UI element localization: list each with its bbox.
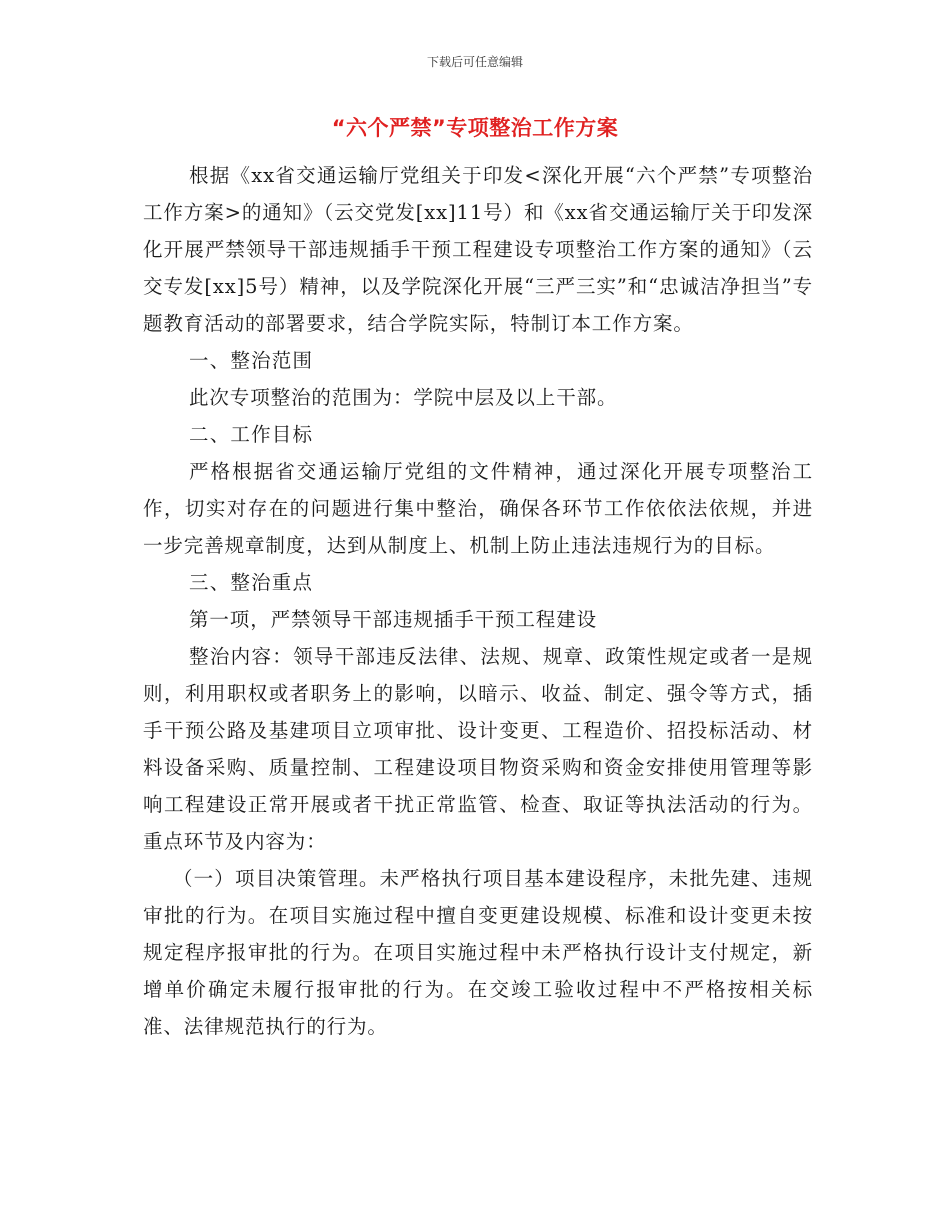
focus-item-heading: 第一项，严禁领导干部违规插手干预工程建设 — [189, 608, 598, 631]
page-header: 下载后可任意编辑 — [426, 55, 523, 69]
project-decision-paragraph: （一）项目决策管理。未严格执行项目基本建设程序，未批先建、违规审批的行为。在项目实施过程中擅自变更建设规模、标准和设计变更未按规定程序报审批的行为。在项目实施过程中未严格执行设计支付规定，新增单价确定未履行报审批的行为。在交竣工验收过程中不严格按相关标准、法律规范执行的行为。 — [143, 867, 813, 1038]
scope-paragraph: 此次专项整治的范围为：学院中层及以上干部。 — [189, 386, 618, 409]
section-heading-scope: 一、整治范围 — [189, 349, 314, 372]
focus-content-paragraph: 整治内容：领导干部违反法律、法规、规章、政策性规定或者一是规则，利用职权或者职务上的影响，以暗示、收益、制定、强令等方式，插手干预公路及基建项目立项审批、设计变更、工程造价、招投标活动、材料设备采购、质量控制、工程建设项目物资采购和资金安排使用管理等影响工程建设正常开展或者干扰正常监管、检查、取证等执法活动的行为。重点环节及内容为： — [143, 645, 813, 853]
document-title: “六个严禁”专项整治工作方案 — [331, 116, 619, 140]
intro-paragraph: 根据《xx省交通运输厅党组关于印发<深化开展“六个严禁”专项整治工作方案>的通知》（云交党发[xx]11号）和《xx省交通运输厅关于印发深化开展严禁领导干部违规插手干预工程建设专项整治工作方案的通知》（云交专发[xx]5号）精神，以及学院深化开展“三严三实”和“忠诚洁净担当”专题教育活动的部署要求，结合学院实际，特制订本工作方案。 — [143, 164, 813, 335]
section-heading-goals: 二、工作目标 — [189, 423, 314, 446]
section-heading-focus: 三、整治重点 — [189, 571, 314, 594]
goals-paragraph: 严格根据省交通运输厅党组的文件精神，通过深化开展专项整治工作，切实对存在的问题进行集中整治，确保各环节工作依依法依规，并进一步完善规章制度，达到从制度上、机制上防止违法违规行为的目标。 — [143, 460, 813, 557]
document-body — [143, 157, 813, 1045]
